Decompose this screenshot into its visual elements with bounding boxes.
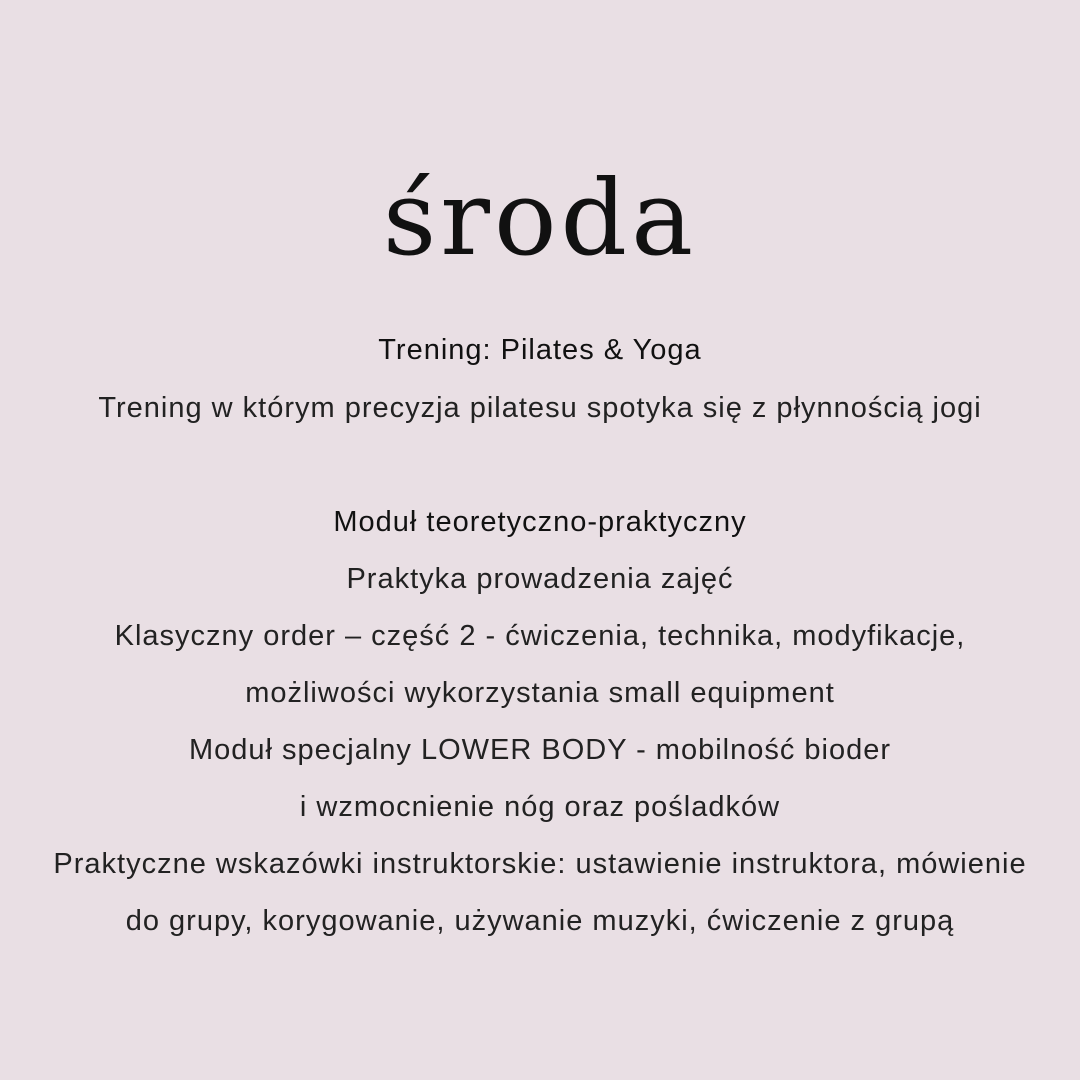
module-heading: Moduł teoretyczno-praktyczny [333, 506, 747, 538]
training-description: Trening w którym precyzja pilatesu spotyka się z płynnością jogi [98, 392, 982, 424]
module-line: możliwości wykorzystania small equipment [245, 677, 835, 709]
training-heading: Trening: Pilates & Yoga [378, 334, 702, 366]
module-line: Klasyczny order – część 2 - ćwiczenia, technika, modyfikacje, [114, 620, 966, 652]
module-line: Praktyczne wskazówki instruktorskie: ustawienie instruktora, mówienie [53, 848, 1027, 880]
module-line: Praktyka prowadzenia zajęć [346, 563, 734, 595]
module-line: Moduł specjalny LOWER BODY - mobilność bioder [188, 734, 892, 766]
module-line: i wzmocnienie nóg oraz pośladków [299, 791, 781, 823]
day-title: środa [382, 157, 698, 279]
module-line: do grupy, korygowanie, używanie muzyki, ćwiczenie z grupą [125, 905, 955, 937]
